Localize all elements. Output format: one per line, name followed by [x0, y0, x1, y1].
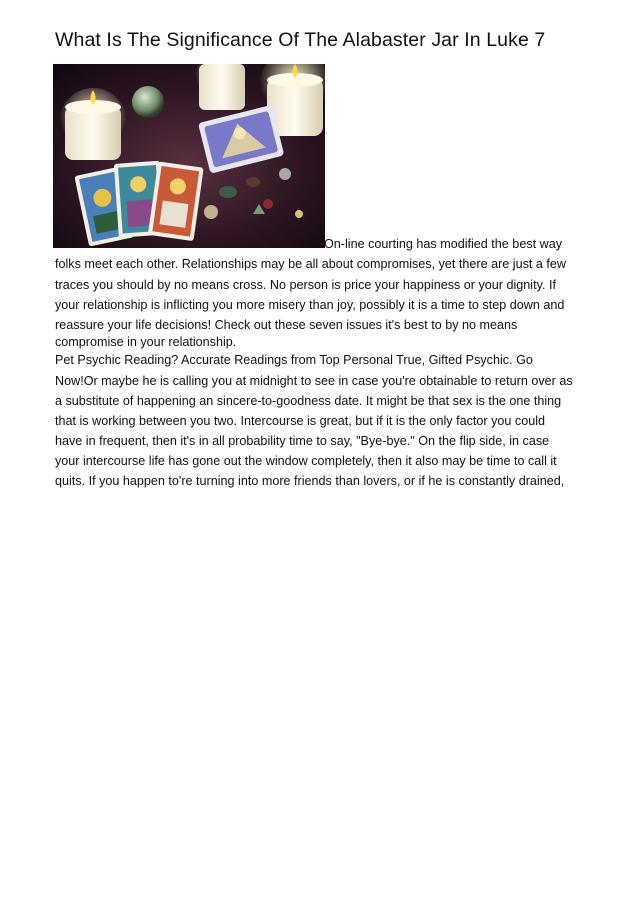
text-line: your intercourse life has gone out the window completely, then it also may be time to call it: [55, 454, 557, 468]
text-line: reassure your life decisions! Check out these seven issues it's best to by no means: [55, 318, 518, 332]
text-line: On-line courting has modified the best way: [324, 237, 563, 251]
text-line: Now!Or maybe he is calling you at midnight to see in case you're obtainable to return over as: [55, 374, 573, 388]
photo-illustration: [53, 64, 325, 248]
text-line: a substitute of happening an sincere-to-goodness date. It might be that sex is the one thing: [55, 394, 562, 408]
tarot-candles-photo: [53, 64, 325, 248]
text-line: traces you should by no means cross. No person is price your happiness or your dignity. If: [55, 278, 556, 292]
text-line: quits. If you happen to're turning into more friends than lovers, or if he is constantly drained,: [55, 474, 565, 488]
text-line: your relationship is inflicting you more misery than joy, possibly it is a time to step down and: [55, 298, 565, 312]
text-line: compromise in your relationship.: [55, 335, 237, 349]
text-line: have in frequent, then it's in all probability time to say, "Bye-bye." On the flip side, in case: [55, 434, 550, 448]
text-line: Pet Psychic Reading? Accurate Readings from Top Personal True, Gifted Psychic. Go: [55, 353, 533, 367]
text-line: that is working between you two. Intercourse is great, but if it is the only factor you could: [55, 414, 546, 428]
text-line: folks meet each other. Relationships may be all about compromises, yet there are just a few: [55, 257, 566, 271]
page-title: What Is The Significance Of The Alabaster Jar In Luke 7: [55, 29, 546, 51]
